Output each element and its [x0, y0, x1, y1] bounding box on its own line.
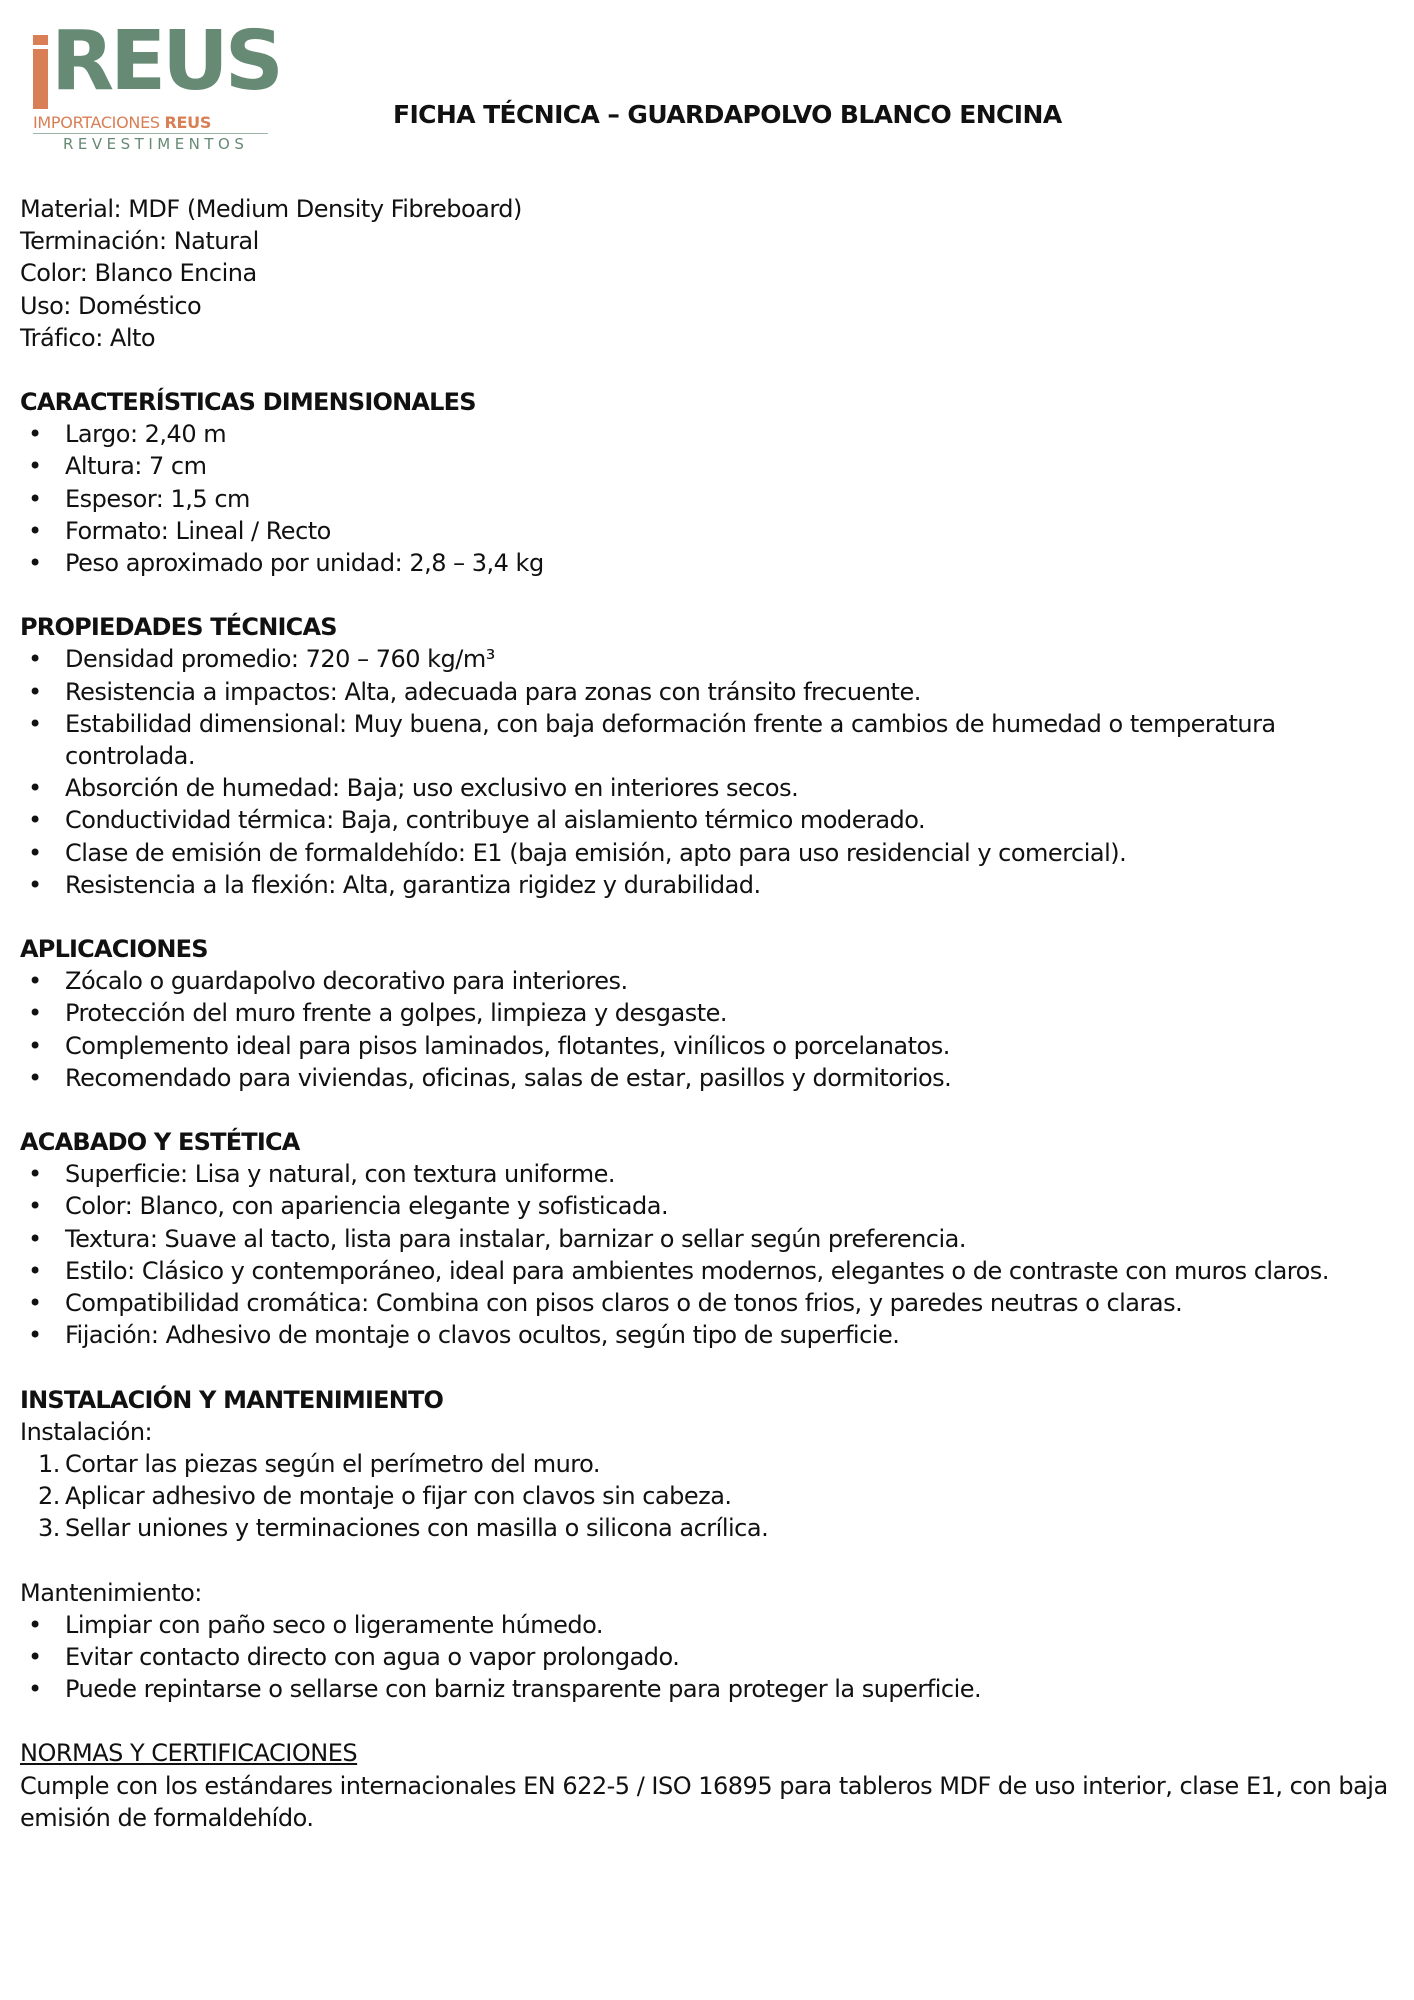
- applications-section: [20, 933, 1400, 1094]
- dimensional-list: [20, 418, 1400, 579]
- list-item: • Resistencia a la flexión: Alta, garantiza rigidez y durabilidad.: [20, 869, 1400, 901]
- section-heading: PROPIEDADES TÉCNICAS: [20, 613, 337, 642]
- list-item: • Formato: Lineal / Recto: [20, 515, 1400, 547]
- installation-steps: [20, 1448, 1400, 1545]
- list-item: • Estabilidad dimensional: Muy buena, con baja deformación frente a cambios de humedad o temperatura controlada.: [20, 708, 1400, 772]
- list-item: • Resistencia a impactos: Alta, adecuada para zonas con tránsito frecuente.: [20, 676, 1400, 708]
- list-item: • Superficie: Lisa y natural, con textura uniforme.: [20, 1158, 1400, 1190]
- logo-tagline: REVESTIMENTOS: [63, 135, 249, 153]
- step-item: [20, 1448, 1400, 1480]
- list-item: • Clase de emisión de formaldehído: E1 (baja emisión, apto para uso residencial y comercial).: [20, 837, 1400, 869]
- maintenance-list: [20, 1609, 1400, 1706]
- step-item: [20, 1480, 1400, 1512]
- step-text: Sellar uniones y terminaciones con masilla o silicona acrílica.: [65, 1514, 769, 1543]
- step-text: Cortar las piezas según el perímetro del muro.: [65, 1449, 601, 1478]
- list-item: • Recomendado para viviendas, oficinas, salas de estar, pasillos y dormitorios.: [20, 1062, 1400, 1094]
- section-heading: APLICACIONES: [20, 935, 208, 964]
- spec-color: Color: Blanco Encina: [20, 259, 257, 288]
- installation-label: Instalación:: [20, 1417, 153, 1446]
- step-text: Aplicar adhesivo de montaje o fijar con clavos sin cabeza.: [65, 1482, 732, 1511]
- step-number: 3.: [38, 1514, 60, 1543]
- list-item: • Espesor: 1,5 cm: [20, 483, 1400, 515]
- list-item: • Largo: 2,40 m: [20, 418, 1400, 450]
- maintenance-label: Mantenimiento:: [20, 1578, 202, 1607]
- logo-i-bar: [33, 49, 48, 109]
- list-item: • Fijación: Adhesivo de montaje o clavos ocultos, según tipo de superficie.: [20, 1319, 1400, 1351]
- spec-finish: Terminación: Natural: [20, 227, 259, 256]
- technical-list: [20, 643, 1400, 901]
- list-item: • Absorción de humedad: Baja; uso exclusivo en interiores secos.: [20, 772, 1400, 804]
- logo-subtitle: [33, 113, 268, 132]
- dimensional-section: [20, 386, 1400, 579]
- logo-mark: [33, 14, 280, 109]
- section-heading: ACABADO Y ESTÉTICA: [20, 1128, 300, 1157]
- finish-section: [20, 1126, 1400, 1351]
- list-item: • Color: Blanco, con apariencia elegante y sofisticada.: [20, 1190, 1400, 1222]
- logo-i-dot: [33, 35, 48, 45]
- logo-divider: [33, 133, 268, 134]
- list-item: • Evitar contacto directo con agua o vapor prolongado.: [20, 1641, 1400, 1673]
- section-heading: NORMAS Y CERTIFICACIONES: [20, 1739, 358, 1768]
- list-item: • Zócalo o guardapolvo decorativo para interiores.: [20, 965, 1400, 997]
- step-number: 1.: [38, 1449, 60, 1478]
- list-item: • Textura: Suave al tacto, lista para instalar, barnizar o sellar según preferencia.: [20, 1223, 1400, 1255]
- company-logo: [33, 14, 280, 153]
- logo-subtitle-bold: REUS: [164, 113, 212, 132]
- spec-material: Material: MDF (Medium Density Fibreboard): [20, 195, 522, 223]
- logo-subtitle-prefix: IMPORTACIONES: [33, 113, 160, 132]
- list-item: • Limpiar con paño seco o ligeramente húmedo.: [20, 1609, 1400, 1641]
- standards-section: [20, 1737, 1400, 1834]
- applications-list: [20, 965, 1400, 1094]
- section-heading: INSTALACIÓN Y MANTENIMIENTO: [20, 1385, 444, 1414]
- section-heading: CARACTERÍSTICAS DIMENSIONALES: [20, 388, 476, 417]
- finish-list: [20, 1158, 1400, 1351]
- document-title: FICHA TÉCNICA – GUARDAPOLVO BLANCO ENCINA: [393, 100, 1062, 129]
- spec-use: Uso: Doméstico: [20, 291, 202, 320]
- installation-section: [20, 1384, 1400, 1706]
- list-item: • Complemento ideal para pisos laminados, flotantes, vinílicos o porcelanatos.: [20, 1030, 1400, 1062]
- general-specs: [20, 193, 1400, 354]
- technical-section: [20, 611, 1400, 901]
- document-body: [20, 193, 1400, 1834]
- spec-traffic: Tráfico: Alto: [20, 323, 156, 352]
- step-item: [20, 1512, 1400, 1544]
- list-item: • Altura: 7 cm: [20, 450, 1400, 482]
- list-item: • Peso aproximado por unidad: 2,8 – 3,4 kg: [20, 547, 1400, 579]
- list-item: • Estilo: Clásico y contemporáneo, ideal para ambientes modernos, elegantes o de contraste con muros claros.: [20, 1255, 1400, 1287]
- list-item: • Puede repintarse o sellarse con barniz transparente para proteger la superficie.: [20, 1673, 1400, 1705]
- list-item: • Protección del muro frente a golpes, limpieza y desgaste.: [20, 997, 1400, 1029]
- standards-text: Cumple con los estándares internacionales EN 622-5 / ISO 16895 para tableros MDF de uso interior, clase E1, con baja emisión de formaldehído.: [20, 1771, 1388, 1832]
- logo-brand-text: REUS: [51, 14, 280, 109]
- list-item: • Conductividad térmica: Baja, contribuye al aislamiento térmico moderado.: [20, 804, 1400, 836]
- step-number: 2.: [38, 1482, 60, 1511]
- list-item: • Compatibilidad cromática: Combina con pisos claros o de tonos frios, y paredes neutras o claras.: [20, 1287, 1400, 1319]
- list-item: • Densidad promedio: 720 – 760 kg/m³: [20, 643, 1400, 675]
